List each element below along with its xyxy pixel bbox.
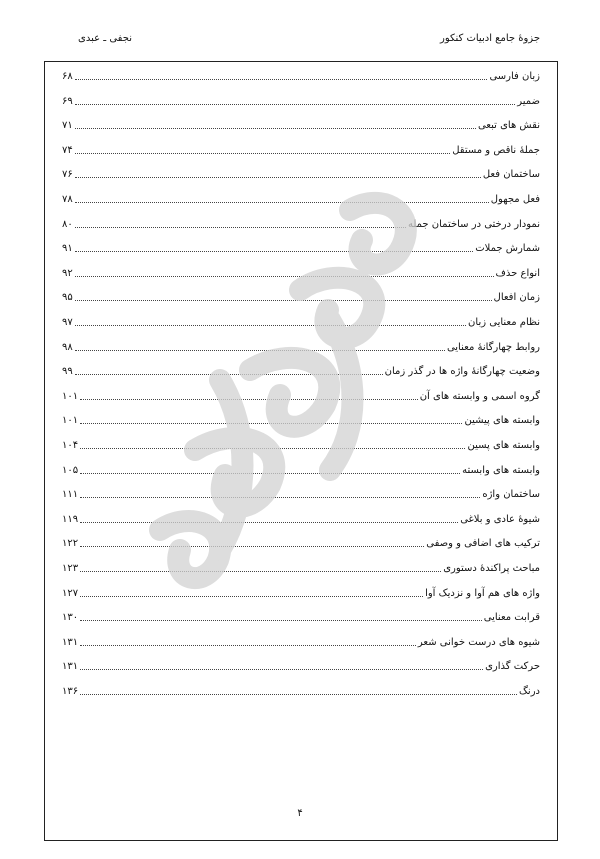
toc-page-number: ۷۸ [62, 194, 73, 205]
toc-dot-leader [75, 176, 481, 178]
toc-dot-leader [75, 201, 489, 203]
toc-page-number: ۹۱ [62, 243, 73, 255]
toc-entry [62, 485, 540, 501]
toc-title: وابسته های پسین [467, 440, 540, 451]
toc-page-number: ۹۵ [62, 292, 73, 304]
toc-title: زبان فارسی [489, 71, 540, 82]
toc-dot-leader [80, 595, 423, 597]
toc-page-number: ۶۸ [62, 71, 73, 82]
toc-dot-leader [75, 373, 383, 375]
toc-dot-leader [80, 644, 416, 646]
toc-entry [62, 338, 540, 354]
toc-title: نقش های تبعی [477, 120, 540, 132]
toc-page-number: ۱۱۱ [62, 489, 79, 501]
toc-title: وابسته های وابسته [462, 464, 540, 476]
toc-dot-leader [80, 398, 418, 400]
toc-title: زمان افعال [493, 292, 540, 304]
toc-entry [62, 313, 540, 329]
toc-entry [62, 682, 540, 698]
toc-entry [62, 116, 540, 132]
toc-title: ساختمان واژه [482, 489, 540, 501]
toc-page-number: ۱۳۰ [62, 612, 79, 624]
toc-entry [62, 411, 540, 427]
toc-entry [62, 141, 540, 157]
toc-entry [62, 584, 540, 600]
toc-page-number: ۱۲۷ [62, 587, 79, 599]
toc-entry [62, 362, 540, 378]
table-of-contents [62, 67, 540, 807]
toc-page-number: ۱۲۲ [62, 538, 79, 550]
toc-entry [62, 608, 540, 624]
toc-title: ساختمان فعل [482, 169, 540, 181]
toc-page-number: ۹۷ [62, 317, 73, 328]
toc-dot-leader [80, 545, 424, 547]
toc-page-number: ۱۰۴ [62, 440, 79, 451]
toc-entry [62, 165, 540, 181]
toc-entry [62, 510, 540, 526]
toc-entry [62, 67, 540, 83]
toc-entry [62, 559, 540, 575]
toc-title: جملهٔ ناقص و مستقل [452, 144, 540, 156]
toc-title: وابسته های پیشین [464, 415, 540, 427]
toc-title: شمارش جملات [475, 243, 540, 255]
toc-entry [62, 239, 540, 255]
toc-page-number: ۱۰۵ [62, 464, 79, 476]
toc-page-number: ۹۲ [62, 267, 73, 279]
toc-dot-leader [80, 693, 517, 695]
toc-page-number: ۶۹ [62, 95, 73, 107]
toc-dot-leader [80, 422, 462, 424]
toc-dot-leader [75, 349, 445, 351]
toc-entry [62, 92, 540, 108]
toc-entry [62, 288, 540, 304]
toc-title: انواع حذف [495, 267, 540, 279]
toc-entry [62, 264, 540, 280]
toc-dot-leader [75, 226, 406, 228]
toc-entry [62, 436, 540, 452]
toc-title: مباحث پراکندهٔ دستوری [443, 563, 540, 574]
toc-title: شیوه های درست خوانی شعر [417, 636, 540, 648]
toc-page-number: ۹۹ [62, 366, 73, 378]
toc-dot-leader [80, 521, 458, 523]
toc-dot-leader [75, 324, 466, 326]
toc-title: درنگ [518, 686, 540, 697]
toc-title: واژه های هم آوا و نزدیک آوا [425, 587, 540, 599]
page-number: ۴ [297, 808, 303, 819]
header-author: نجفی ـ عبدی [78, 33, 132, 44]
toc-page-number: ۱۰۱ [62, 415, 79, 427]
toc-title: ترکیب های اضافی و وصفی [426, 538, 540, 550]
toc-dot-leader [75, 127, 476, 129]
toc-dot-leader [80, 447, 465, 449]
toc-entry [62, 190, 540, 206]
toc-dot-leader [75, 78, 488, 80]
toc-dot-leader [80, 619, 482, 621]
toc-title: گروه اسمی و وابسته های آن [419, 390, 540, 402]
toc-dot-leader [80, 668, 483, 670]
toc-page-number: ۹۸ [62, 341, 73, 353]
toc-title: قرابت معنایی [483, 612, 540, 624]
toc-page-number: ۷۴ [62, 144, 73, 156]
toc-title: ضمیر [517, 95, 540, 107]
toc-title: نظام معنایی زبان [468, 317, 540, 328]
toc-title: روابط چهارگانهٔ معنایی [446, 341, 540, 353]
toc-dot-leader [80, 496, 480, 498]
toc-page-number: ۱۱۹ [62, 513, 79, 525]
toc-page-number: ۱۳۱ [62, 636, 79, 648]
toc-title: فعل مجهول [490, 194, 540, 205]
toc-dot-leader [75, 250, 473, 252]
toc-page-number: ۱۳۶ [62, 686, 79, 697]
toc-dot-leader [80, 472, 460, 474]
toc-entry [62, 657, 540, 673]
toc-title: وضعیت چهارگانهٔ واژه ها در گذر زمان [384, 366, 540, 378]
toc-title: شیوهٔ عادی و بلاغی [460, 513, 540, 525]
toc-title: نمودار درختی در ساختمان جمله [407, 218, 540, 230]
toc-entry [62, 461, 540, 477]
toc-dot-leader [75, 299, 492, 301]
toc-dot-leader [75, 275, 494, 277]
toc-page-number: ۸۰ [62, 218, 73, 230]
toc-page-number: ۷۱ [62, 120, 73, 132]
toc-page-number: ۱۰۱ [62, 390, 79, 402]
toc-entry [62, 215, 540, 231]
toc-entry [62, 633, 540, 649]
toc-dot-leader [80, 570, 441, 572]
toc-title: حرکت گذاری [485, 661, 540, 673]
toc-entry [62, 387, 540, 403]
toc-entry [62, 534, 540, 550]
toc-page-number: ۷۶ [62, 169, 73, 181]
toc-page-number: ۱۳۱ [62, 661, 79, 673]
toc-dot-leader [75, 103, 515, 105]
toc-dot-leader [75, 152, 450, 154]
header-book-title: جزوهٔ جامع ادبیات کنکور [440, 33, 540, 44]
toc-page-number: ۱۲۳ [62, 563, 79, 574]
